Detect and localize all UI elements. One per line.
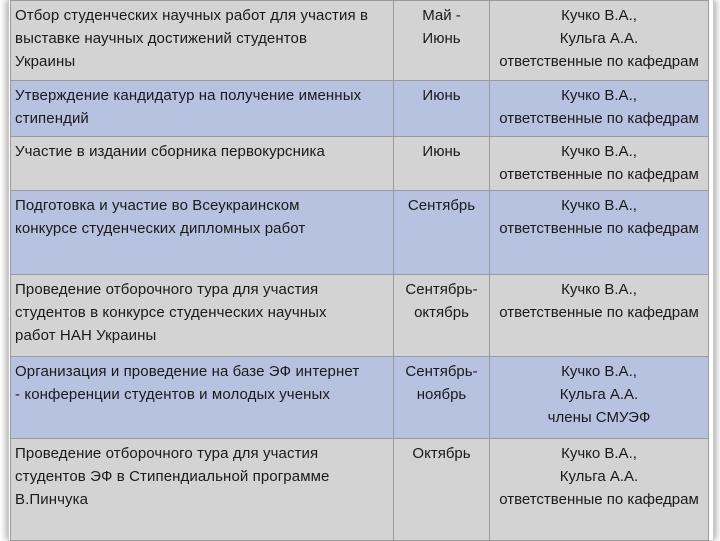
activity-line: Организация и проведение на базе ЭФ интернет (15, 363, 360, 380)
responsible-line: Кульга А.А. (559, 30, 639, 47)
activity-line: Проведение отборочного тура для участия (15, 445, 319, 462)
date-line: Сентябрь (407, 197, 476, 214)
activity-line: стипендий (15, 110, 89, 127)
responsible-line: Кучко В.А., (561, 197, 637, 214)
date-cell (394, 137, 490, 191)
responsible-line: Кульга А.А. (559, 386, 639, 403)
responsible-line: ответственные по кафедрам (499, 220, 699, 237)
date-line: ноябрь (416, 386, 467, 403)
table-row (11, 275, 709, 357)
activity-line: студентов ЭФ в Стипендиальной программе (15, 468, 330, 485)
activity-line: Утверждение кандидатур на получение именных (15, 87, 362, 104)
responsible-cell (490, 439, 709, 541)
table-row (11, 81, 709, 137)
table-row (11, 191, 709, 275)
activity-cell (11, 275, 394, 357)
date-line: Июнь (422, 87, 461, 104)
activity-line: Участие в издании сборника первокурсника (15, 143, 325, 160)
date-cell (394, 81, 490, 137)
date-cell (394, 439, 490, 541)
schedule-table (10, 0, 709, 541)
responsible-line: Кучко В.А., (561, 363, 637, 380)
date-line: Сентябрь- (405, 281, 478, 298)
table-row (11, 137, 709, 191)
date-cell (394, 191, 490, 275)
responsible-line: Кучко В.А., (561, 87, 637, 104)
activity-cell (11, 357, 394, 439)
date-line: Июнь (422, 143, 461, 160)
activity-cell (11, 439, 394, 541)
responsible-cell (490, 275, 709, 357)
table-row (11, 1, 709, 81)
responsible-line: Кучко В.А., (561, 143, 637, 160)
activity-cell (11, 81, 394, 137)
responsible-line: ответственные по кафедрам (499, 53, 699, 70)
responsible-cell (490, 357, 709, 439)
responsible-cell (490, 137, 709, 191)
date-line: октябрь (414, 304, 469, 321)
activity-line: работ НАН Украины (15, 327, 157, 344)
date-cell (394, 1, 490, 81)
activity-cell (11, 1, 394, 81)
responsible-cell (490, 191, 709, 275)
date-line: Октябрь (412, 445, 471, 462)
table-row (11, 357, 709, 439)
activity-line: выставке научных достижений студентов (15, 30, 308, 47)
responsible-line: члены СМУЭФ (547, 409, 651, 426)
activity-cell (11, 191, 394, 275)
table-row (11, 439, 709, 541)
activity-line: Проведение отборочного тура для участия (15, 281, 319, 298)
date-line: Сентябрь- (405, 363, 478, 380)
responsible-cell (490, 1, 709, 81)
activity-line: Украины (15, 53, 76, 70)
responsible-cell (490, 81, 709, 137)
activity-line: конкурсе студенческих дипломных работ (15, 220, 306, 237)
responsible-line: Кульга А.А. (559, 468, 639, 485)
date-cell (394, 275, 490, 357)
responsible-line: ответственные по кафедрам (499, 491, 699, 508)
activity-cell (11, 137, 394, 191)
activity-line: Отбор студенческих научных работ для участия в (15, 7, 369, 24)
date-line: Май - (422, 7, 461, 24)
responsible-line: Кучко В.А., (561, 281, 637, 298)
responsible-line: Кучко В.А., (561, 7, 637, 24)
responsible-line: ответственные по кафедрам (499, 110, 699, 127)
date-line: Июнь (422, 30, 461, 47)
date-cell (394, 357, 490, 439)
responsible-line: ответственные по кафедрам (499, 304, 699, 321)
responsible-line: Кучко В.А., (561, 445, 637, 462)
responsible-line: ответственные по кафедрам (499, 166, 699, 183)
activity-line: В.Пинчука (15, 491, 89, 508)
activity-line: - конференции студентов и молодых ученых (15, 386, 331, 403)
activity-line: студентов в конкурсе студенческих научных (15, 304, 327, 321)
activity-line: Подготовка и участие во Всеукраинском (15, 197, 300, 214)
